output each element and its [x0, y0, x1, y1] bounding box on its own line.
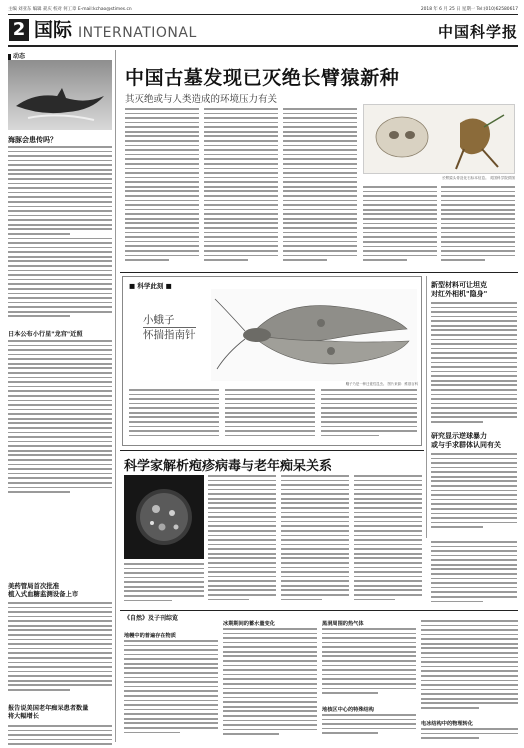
lead-body-col3 [283, 108, 357, 268]
right-story2-title [431, 432, 501, 450]
feature-body-col1 [129, 389, 219, 443]
lead-body-col4 [363, 186, 437, 268]
dynamics-label [8, 51, 25, 60]
bottom-h2: 冰期期间的蓄水量变化 [223, 621, 275, 627]
item3-title [8, 582, 78, 598]
editor-line: 主编 刘亚东 编辑 聂庆 校对 何工章 E-mail:kchao@stimes.cn [8, 7, 132, 12]
bottom-h5: 电冰结构中的物理转化 [421, 721, 473, 727]
feature-body-col2 [225, 389, 315, 443]
gibbon-illustration [364, 105, 515, 174]
second-story-top-rule [120, 450, 424, 451]
science-moment-box [122, 276, 422, 446]
bottom-col2-body [223, 628, 317, 740]
virus-illustration [124, 475, 204, 559]
second-body-col1 [208, 475, 276, 605]
right-story1-title-line2: 对红外相机"隐身" [431, 290, 488, 298]
item4-title-line1: 报告说美国老年痴呆患者数量 [8, 705, 89, 712]
right-story2-title-line2: 或与手求群体认同有关 [431, 441, 501, 449]
date-line: 2018 年 6 月 25 日 星期一 Tel:(010)62580617 [420, 7, 518, 12]
feature-body-col3 [321, 389, 417, 443]
item3-title-line2: 植入式血糖监测设备上市 [8, 590, 79, 598]
right-column-lower [431, 541, 517, 607]
bottom-col4-body [421, 620, 518, 716]
lead-body-col2 [204, 108, 278, 268]
item2-title: 日本公布小行星"龙宫"近照 [8, 331, 83, 338]
item1-body [8, 146, 112, 326]
left-column [8, 50, 112, 740]
bottom-col4b-body [421, 728, 518, 742]
item1-title: 海豚会患传吗？ [8, 136, 57, 144]
right-story1-title-line1: 新型材料可让坦克 [431, 281, 487, 289]
bottom-h3: 黑洞周围的热气体 [322, 621, 364, 627]
top-rule [8, 14, 518, 15]
section-title-en: INTERNATIONAL [78, 25, 197, 41]
bottom-h1: 地幔中的普遍存在物质 [124, 633, 176, 639]
lead-body-col5 [441, 186, 515, 268]
moth-photo [211, 289, 417, 381]
item4-title-line2: 将大幅增长 [8, 713, 39, 720]
bottom-col3-body [322, 628, 416, 700]
dynamics-label-text: 动态 [13, 53, 26, 60]
dolphin-figure [8, 60, 112, 130]
lead-headline: 中国古墓发现已灭绝长臂猿新种 [125, 67, 400, 89]
second-body-col3 [354, 475, 422, 605]
bottom-h4: 地核区中心的特殊结构 [322, 707, 374, 713]
paper-name: 中国科学报 [438, 23, 519, 41]
item3-title-line1: 美药管局首次批准 [8, 582, 60, 590]
item4-title [8, 705, 88, 721]
page-number: 2 [12, 19, 26, 40]
moth-caption: 蛾子乃是一种迁徙性昆虫。 图片来源：维基百科 [345, 382, 418, 386]
virus-image [124, 475, 204, 559]
gibbon-caption: 长臂猿头骨及化石标本信息。 英国科学院供图 [441, 176, 515, 180]
dynamics-marker [8, 54, 11, 60]
second-body-under-image [124, 563, 204, 605]
right-story2-body [431, 453, 517, 535]
left-column-divider [115, 50, 116, 742]
masthead-rule [8, 45, 518, 47]
lead-subheadline: 其灭绝或与人类造成的环境压力有关 [125, 94, 278, 105]
lead-body-col1 [125, 108, 199, 268]
item2-body [8, 340, 112, 500]
right-story1-body [431, 302, 517, 428]
item3-body [8, 602, 112, 694]
item4-body [8, 725, 112, 748]
lead-bottom-rule [120, 272, 518, 273]
page-number-box [9, 19, 29, 41]
right-story2-title-line1: 研究显示逆球暴力 [431, 432, 487, 440]
feature-title-line2: 怀揣指南针 [143, 329, 196, 341]
bottom-col1-body [124, 640, 218, 740]
dolphin-photo [8, 60, 112, 130]
right-story1-title [431, 281, 487, 299]
section-title-cn: 国际 [34, 19, 73, 41]
feature-title [143, 313, 196, 342]
gibbon-figure [363, 104, 515, 174]
nature-label: 《自然》及子刊综览 [124, 615, 179, 622]
second-headline: 科学家解析疱疹病毒与老年痴呆关系 [124, 459, 333, 474]
moth-illustration [211, 289, 417, 381]
right-column-divider [426, 276, 427, 538]
bottom-top-rule [120, 610, 518, 611]
top-info-bar [8, 5, 518, 14]
bottom-col3b-body [322, 714, 416, 740]
feature-title-line1: 小蛾子 [143, 314, 175, 326]
science-moment-tag: ■ 科学此刻 ■ [129, 282, 172, 290]
second-body-col2 [281, 475, 349, 605]
